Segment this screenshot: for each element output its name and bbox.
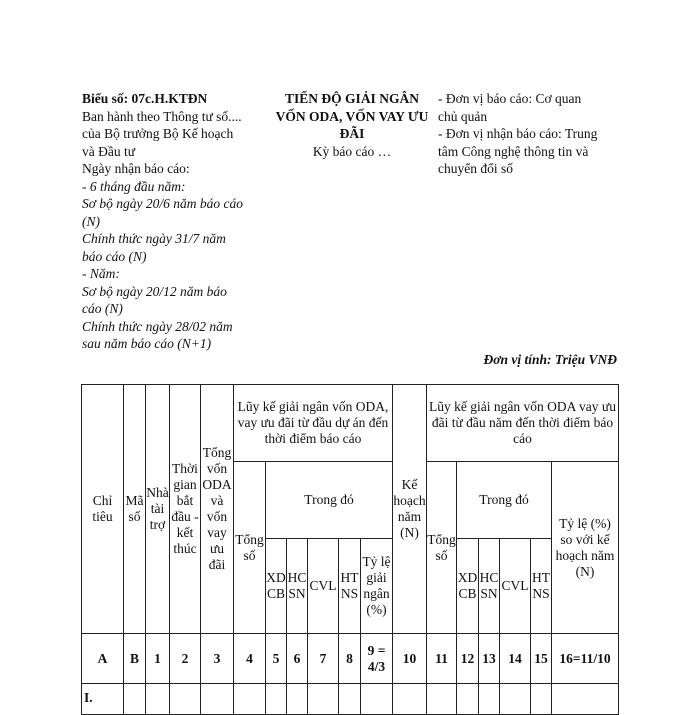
hdr-trong-do-2: Trong đó — [457, 462, 552, 539]
title-line-2: VỐN ODA, VỐN VAY ƯU — [275, 108, 429, 124]
hdr-thoi-gian: Thời gian bắt đầu - kết thúc — [170, 385, 201, 634]
column-number-row — [82, 634, 619, 684]
form-info — [82, 90, 272, 353]
table-cell — [393, 684, 427, 715]
table-cell — [308, 684, 339, 715]
issued-line-2: của Bộ trưởng Bộ Kế hoạch — [82, 126, 234, 141]
receiver-2: tâm Công nghệ thông tin và — [438, 143, 589, 159]
hdr-tong-so-2: Tổng số — [427, 462, 457, 634]
reporter-2: chủ quản — [438, 108, 488, 124]
col-label: 1 — [146, 634, 170, 684]
receiver-1: - Đơn vị nhận báo cáo: Trung — [438, 126, 598, 141]
table-cell — [427, 684, 457, 715]
hdr-hcsn-2: HC SN — [479, 539, 500, 634]
report-period: Kỳ báo cáo … — [312, 143, 392, 159]
col-label: 15 — [531, 634, 552, 684]
receive-date-label: Ngày nhận báo cáo: — [82, 161, 190, 176]
receiver-3: chuyển đổi số — [438, 161, 513, 176]
col-label: 6 — [287, 634, 308, 684]
table-cell — [500, 684, 531, 715]
report-title — [262, 90, 442, 160]
table-cell — [170, 684, 201, 715]
year-label: - Năm: — [82, 266, 120, 281]
hdr-luy-ke-du-an: Lũy kế giải ngân vốn ODA, vay ưu đãi từ đầu dự án đến thời điểm báo cáo — [234, 385, 393, 462]
disbursement-table — [81, 384, 619, 715]
col-label: 5 — [266, 634, 287, 684]
col-label: 16=11/10 — [552, 634, 619, 684]
col-label: 12 — [457, 634, 479, 684]
official-year-1: Chính thức ngày 28/02 năm — [82, 318, 233, 334]
col-label: 13 — [479, 634, 500, 684]
table-cell — [361, 684, 393, 715]
hdr-cvl-1: CVL — [308, 539, 339, 634]
col-label: 4 — [234, 634, 266, 684]
hdr-cvl-2: CVL — [500, 539, 531, 634]
table-cell — [479, 684, 500, 715]
prelim-year-2: cáo (N) — [82, 301, 123, 316]
issued-line-1: Ban hành theo Thông tư số.... — [82, 108, 242, 124]
hdr-htns-2: HT NS — [531, 539, 552, 634]
col-label: 7 — [308, 634, 339, 684]
table-cell — [287, 684, 308, 715]
table-cell — [457, 684, 479, 715]
six-months-label: - 6 tháng đầu năm: — [82, 178, 186, 194]
prelim-6m-1: Sơ bộ ngày 20/6 năm báo cáo — [82, 196, 243, 211]
table-cell — [201, 684, 234, 715]
prelim-year-1: Sơ bộ ngày 20/12 năm báo — [82, 283, 227, 299]
official-year-2: sau năm báo cáo (N+1) — [82, 336, 212, 351]
col-label: 14 — [500, 634, 531, 684]
hdr-ty-le-ke-hoach: Tỷ lệ (%) so với kế hoạch năm (N) — [552, 462, 619, 634]
table-cell — [552, 684, 619, 715]
col-label: 10 — [393, 634, 427, 684]
table-row — [82, 684, 619, 715]
table-cell — [124, 684, 146, 715]
col-label: 11 — [427, 634, 457, 684]
hdr-tong-von: Tổng vốn ODA và vốn vay ưu đãi — [201, 385, 234, 634]
title-line-3: ĐÃI — [339, 126, 365, 141]
title-line-1: TIẾN ĐỘ GIẢI NGÂN — [285, 91, 419, 106]
prelim-6m-2: (N) — [82, 213, 100, 229]
table-cell — [531, 684, 552, 715]
col-label: B — [124, 634, 146, 684]
reporter-1: - Đơn vị báo cáo: Cơ quan — [438, 91, 582, 106]
col-label: 8 — [339, 634, 361, 684]
table-cell — [339, 684, 361, 715]
hdr-xdcb-2: XD CB — [457, 539, 479, 634]
hdr-ma-so: Mã số — [124, 385, 146, 634]
issued-line-3: và Đầu tư — [82, 143, 136, 159]
hdr-htns-1: HT NS — [339, 539, 361, 634]
hdr-luy-ke-nam: Lũy kế giải ngân vốn ODA vay ưu đãi từ đầu năm đến thời điểm báo cáo — [427, 385, 619, 462]
row-label: I. — [82, 684, 124, 715]
official-6m-2: báo cáo (N) — [82, 248, 147, 264]
hdr-chi-tieu: Chỉ tiêu — [82, 385, 124, 634]
hdr-xdcb-1: XD CB — [266, 539, 287, 634]
official-6m-1: Chính thức ngày 31/7 năm — [82, 231, 226, 246]
hdr-ty-le-giai-ngan: Tỷ lệ giải ngân (%) — [361, 539, 393, 634]
form-code: Biểu số: 07c.H.KTĐN — [82, 91, 208, 106]
hdr-nha-tai-tro: Nhà tài trợ — [146, 385, 170, 634]
table-cell — [266, 684, 287, 715]
hdr-ke-hoach: Kế hoạch năm (N) — [393, 385, 427, 634]
hdr-trong-do-1: Trong đó — [266, 462, 393, 539]
col-label: A — [82, 634, 124, 684]
col-label: 2 — [170, 634, 201, 684]
col-label: 9 = 4/3 — [361, 634, 393, 684]
table-cell — [234, 684, 266, 715]
unit-label: Đơn vị tính: Triệu VNĐ — [483, 352, 617, 367]
col-label: 3 — [201, 634, 234, 684]
hdr-hcsn-1: HC SN — [287, 539, 308, 634]
hdr-tong-so-1: Tổng số — [234, 462, 266, 634]
table-cell — [146, 684, 170, 715]
report-units — [438, 90, 638, 178]
